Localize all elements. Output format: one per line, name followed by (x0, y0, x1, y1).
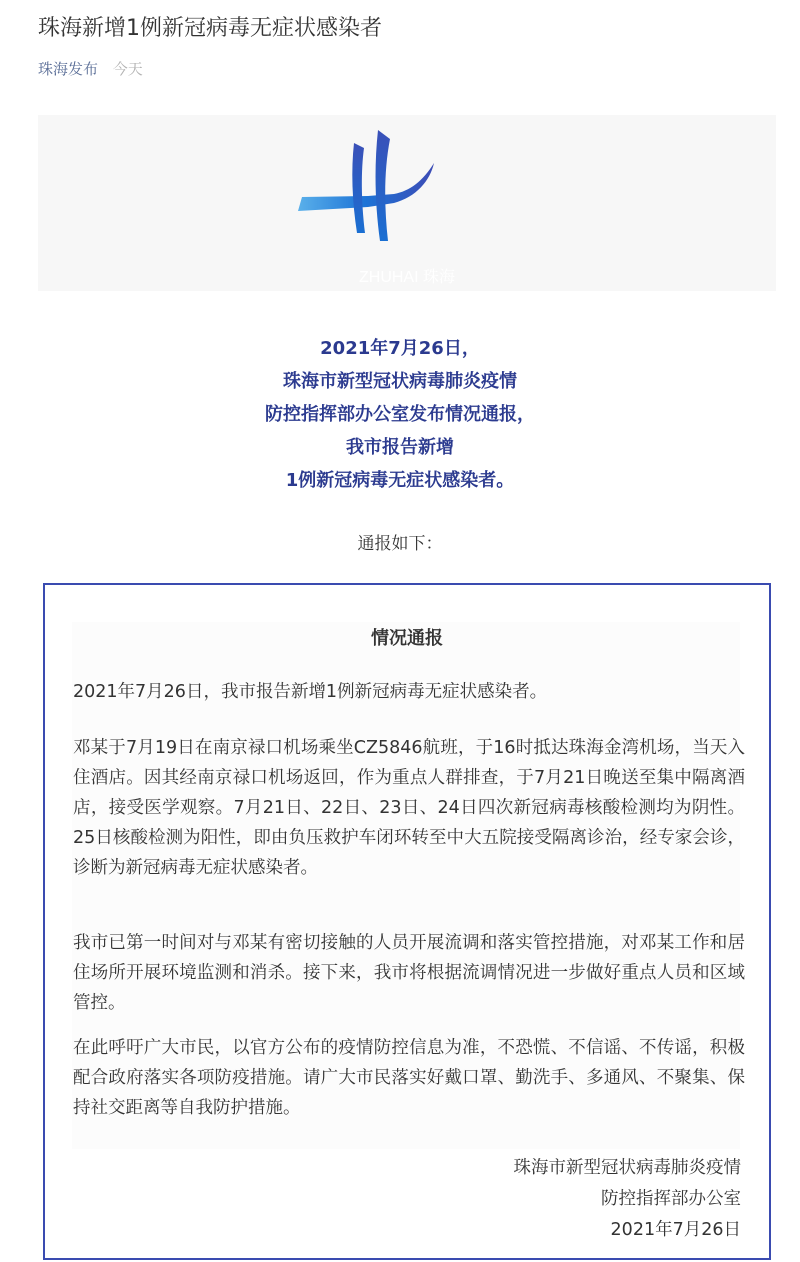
intro-text: 通报如下： (357, 534, 443, 554)
lead-line: 2021年7月26日， (320, 338, 480, 359)
lead-line: 1例新冠病毒无症状感染者。 (285, 470, 515, 491)
notice-paragraph: 邓某于7月19日在南京禄口机场乘坐CZ5846航班，于16时抵达珠海金湾机场，当天入住酒店。因其经南京禄口机场返回，作为重点人群排查，于7月21日晚送至集中隔离酒店，接受医学观察。7月21日、22日、23日、24日四次新冠病毒核酸检测均为阴性。25日核酸检测为阳性，即由负压救护车闭环转至中大五院接受隔离诊治，经专家会诊，诊断为新冠病毒无症状感染者。 (73, 738, 745, 878)
notice-paragraph: 我市已第一时间对与邓某有密切接触的人员开展流调和落实管控措施，对邓某工作和居住场所开展环境监测和消杀。接下来，我市将根据流调情况进一步做好重点人员和区域管控。 (73, 933, 745, 1013)
lead-line: 我市报告新增 (346, 437, 454, 458)
lead-line: 防控指挥部办公室发布情况通报， (265, 404, 535, 425)
account-name-link[interactable]: 珠海发布 (38, 60, 99, 78)
signature-date: 2021年7月26日 (610, 1220, 741, 1240)
article-meta (38, 58, 143, 80)
signature-org-line1: 珠海市新型冠状病毒肺炎疫情 (513, 1158, 741, 1178)
svg-text:ZHUHAI 珠海: ZHUHAI 珠海 (358, 269, 456, 286)
notice-box (43, 583, 771, 1260)
lead-line: 珠海市新型冠状病毒肺炎疫情 (283, 371, 517, 392)
zhuhai-logo-icon (38, 115, 776, 291)
publish-date: 今天 (112, 60, 143, 78)
notice-paragraph: 在此呼吁广大市民，以官方公布的疫情防控信息为准，不恐慌、不信谣、不传谣，积极配合政府落实各项防疫措施。请广大市民落实好戴口罩、勤洗手、多通风、不聚集、保持社交距离等自我防护措施。 (73, 1038, 745, 1118)
lead-summary (0, 332, 800, 497)
notice-signature (514, 1153, 742, 1246)
notice-paragraph: 2021年7月26日，我市报告新增1例新冠病毒无症状感染者。 (73, 682, 548, 702)
article-title: 珠海新增1例新冠病毒无症状感染者 (38, 16, 382, 41)
notice-title: 情况通报 (371, 628, 443, 649)
signature-org-line2: 防控指挥部办公室 (601, 1189, 741, 1209)
banner-image (38, 115, 776, 291)
